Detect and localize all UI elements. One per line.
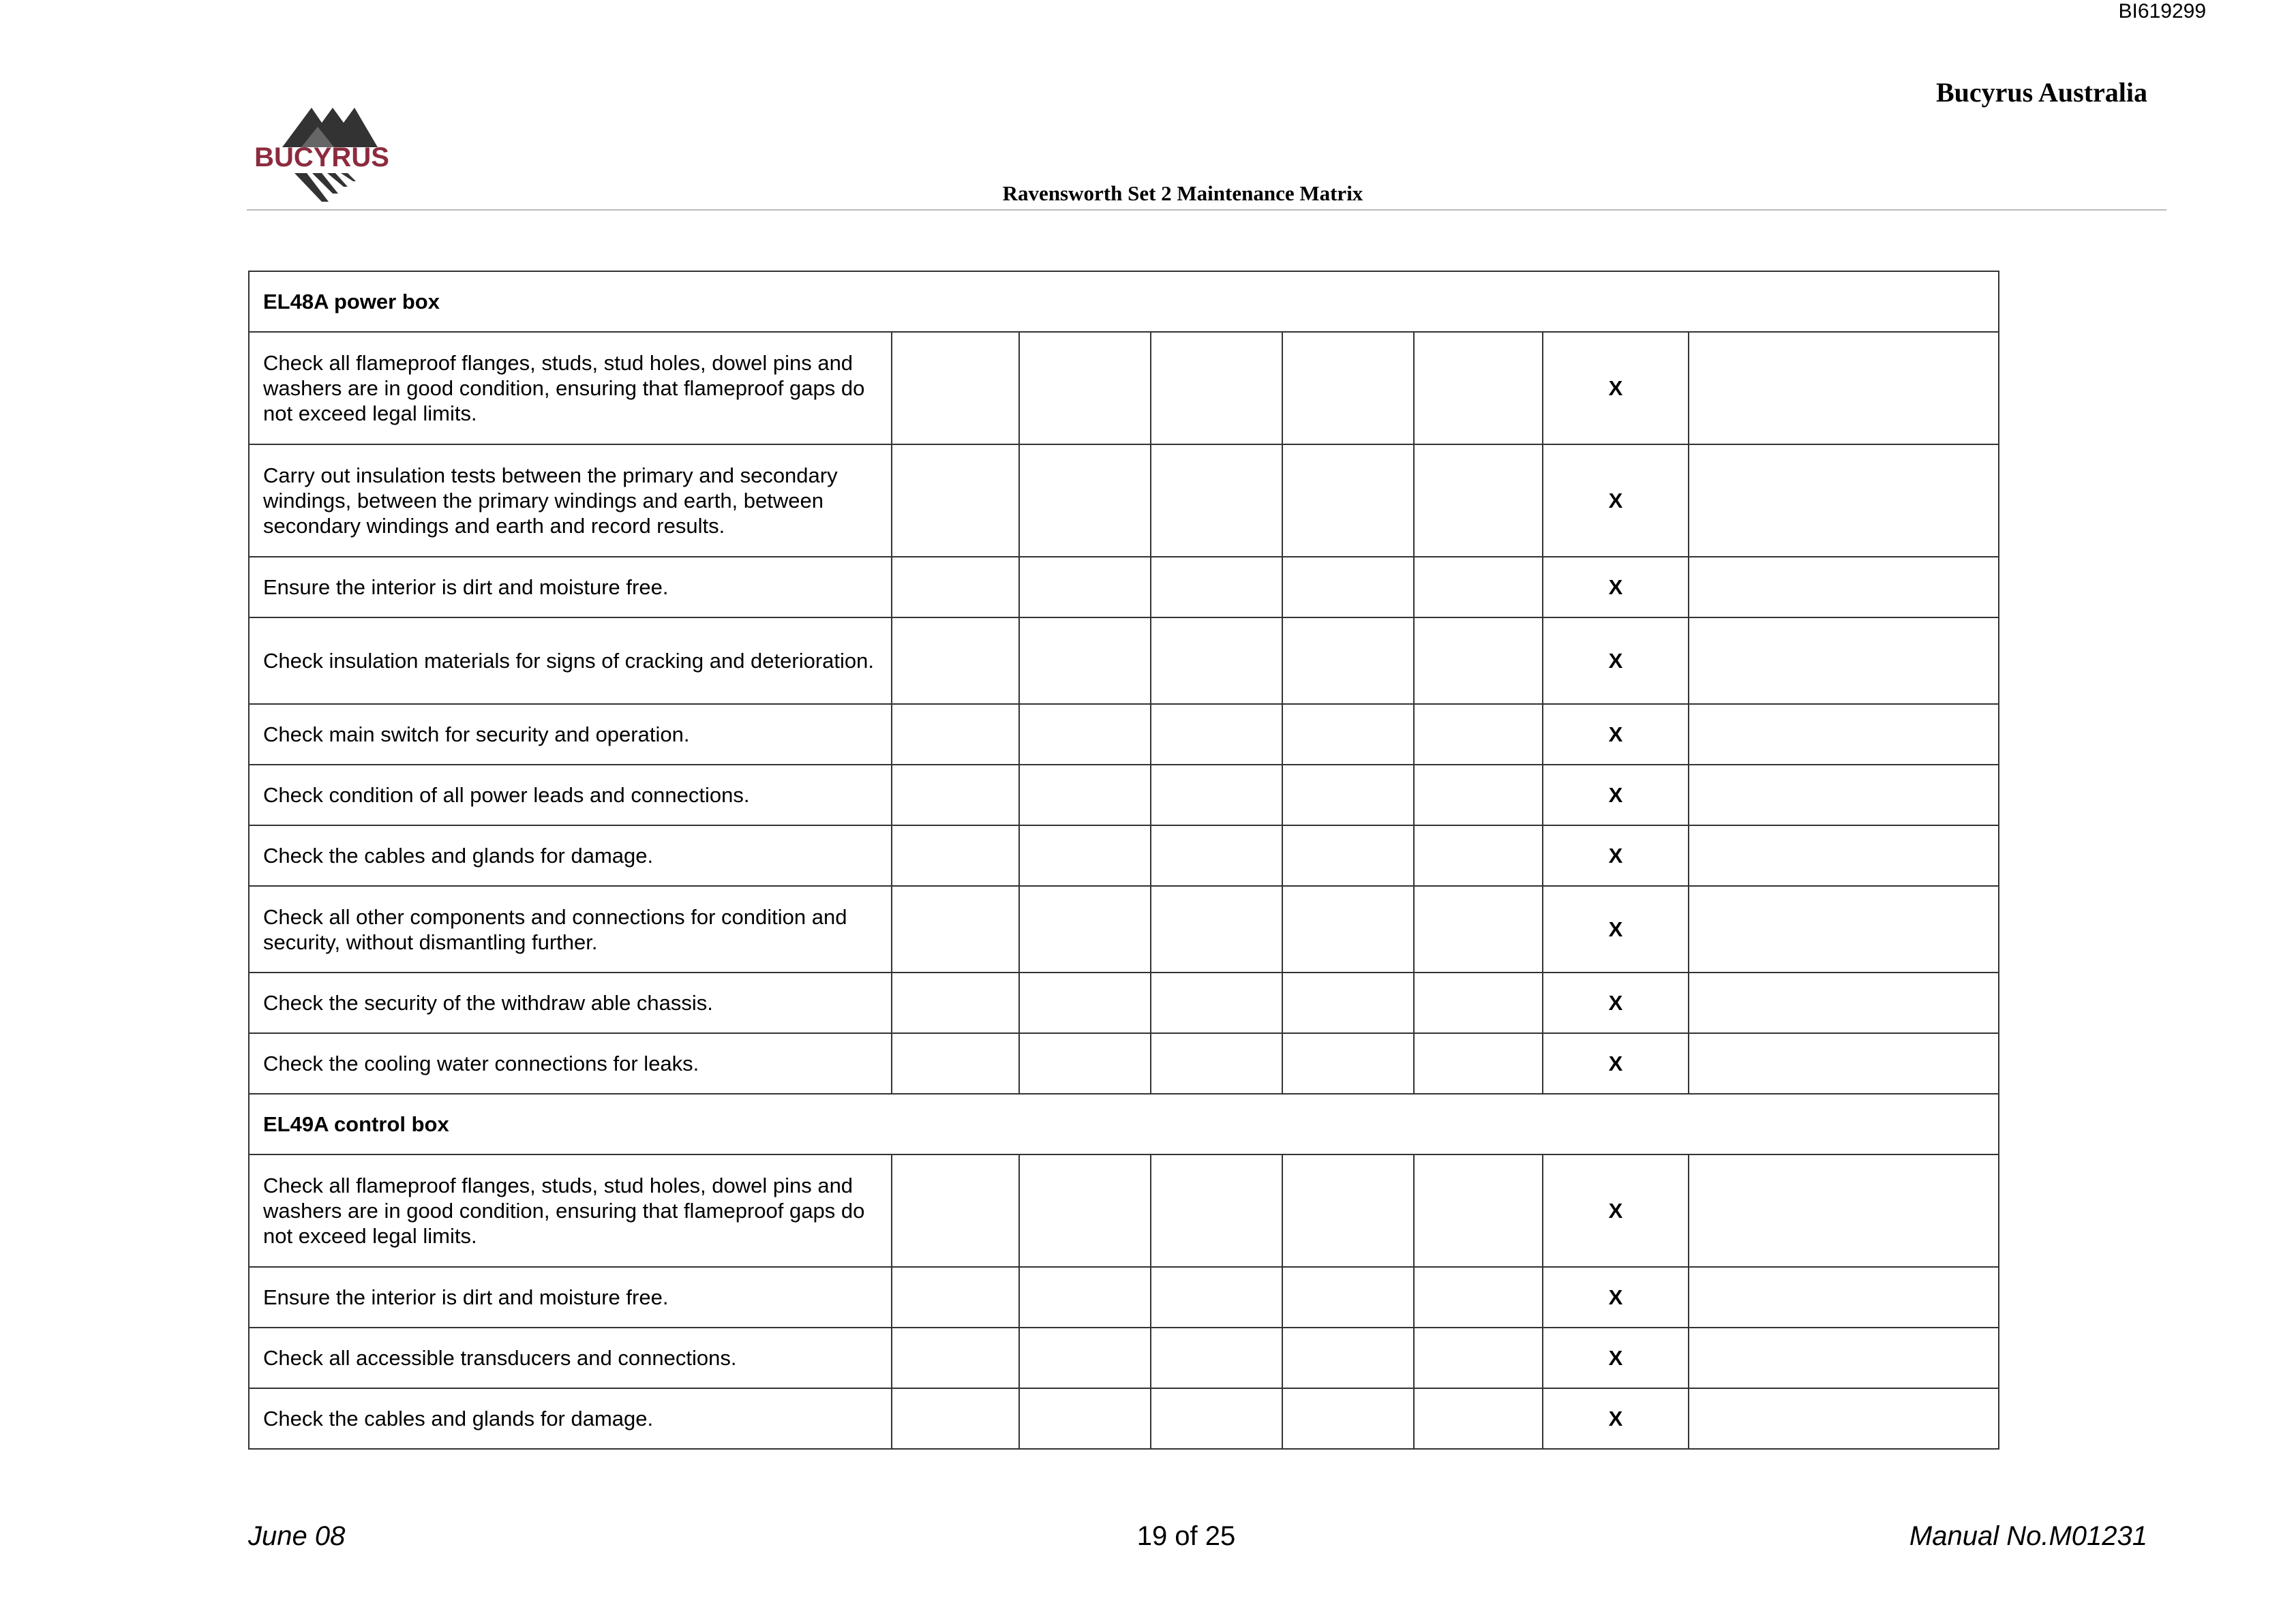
interval-cell-empty xyxy=(1282,1154,1414,1267)
section-header-row xyxy=(249,271,1999,332)
task-description: Check the security of the withdraw able chassis. xyxy=(249,973,892,1033)
interval-cell-empty xyxy=(1151,886,1282,973)
interval-cell-empty xyxy=(1282,444,1414,557)
interval-cell-empty xyxy=(1689,825,1999,886)
interval-cell-empty xyxy=(892,825,1019,886)
document-id: BI619299 xyxy=(2118,0,2206,22)
interval-mark: X xyxy=(1543,1154,1689,1267)
interval-cell-empty xyxy=(892,1328,1019,1388)
table-row xyxy=(249,704,1999,765)
interval-cell-empty xyxy=(1151,617,1282,704)
interval-cell-empty xyxy=(1151,825,1282,886)
interval-cell-empty xyxy=(1414,704,1543,765)
interval-cell-empty xyxy=(1282,1033,1414,1094)
interval-cell-empty xyxy=(1019,617,1151,704)
interval-cell-empty xyxy=(892,444,1019,557)
interval-cell-empty xyxy=(892,973,1019,1033)
interval-cell-empty xyxy=(1414,332,1543,444)
interval-cell-empty xyxy=(1282,557,1414,617)
interval-cell-empty xyxy=(1689,557,1999,617)
table-row xyxy=(249,1033,1999,1094)
interval-cell-empty xyxy=(1282,765,1414,825)
interval-cell-empty xyxy=(892,765,1019,825)
interval-cell-empty xyxy=(1019,704,1151,765)
interval-mark: X xyxy=(1543,332,1689,444)
interval-cell-empty xyxy=(1689,1154,1999,1267)
interval-cell-empty xyxy=(892,557,1019,617)
interval-cell-empty xyxy=(1151,973,1282,1033)
interval-cell-empty xyxy=(1019,1033,1151,1094)
section-title: EL49A control box xyxy=(249,1094,1999,1154)
interval-cell-empty xyxy=(1689,444,1999,557)
task-description: Ensure the interior is dirt and moisture free. xyxy=(249,557,892,617)
interval-cell-empty xyxy=(1414,1328,1543,1388)
interval-mark: X xyxy=(1543,557,1689,617)
interval-mark: X xyxy=(1543,765,1689,825)
table-row xyxy=(249,973,1999,1033)
interval-cell-empty xyxy=(1151,1033,1282,1094)
interval-cell-empty xyxy=(1151,704,1282,765)
section-title: EL48A power box xyxy=(249,271,1999,332)
interval-cell-empty xyxy=(1414,1154,1543,1267)
interval-cell-empty xyxy=(892,1154,1019,1267)
task-description: Check condition of all power leads and connections. xyxy=(249,765,892,825)
interval-cell-empty xyxy=(1689,1388,1999,1449)
interval-cell-empty xyxy=(1282,886,1414,973)
interval-cell-empty xyxy=(892,704,1019,765)
interval-cell-empty xyxy=(1282,825,1414,886)
table-row xyxy=(249,825,1999,886)
interval-cell-empty xyxy=(1151,557,1282,617)
interval-cell-empty xyxy=(1689,704,1999,765)
interval-cell-empty xyxy=(1689,1033,1999,1094)
interval-cell-empty xyxy=(892,617,1019,704)
document-title: Ravensworth Set 2 Maintenance Matrix xyxy=(1002,181,1363,205)
interval-mark: X xyxy=(1543,704,1689,765)
interval-cell-empty xyxy=(1282,332,1414,444)
table-row xyxy=(249,1267,1999,1328)
interval-cell-empty xyxy=(892,886,1019,973)
interval-cell-empty xyxy=(1019,1154,1151,1267)
table-row xyxy=(249,1328,1999,1388)
interval-cell-empty xyxy=(1019,973,1151,1033)
interval-cell-empty xyxy=(1019,332,1151,444)
interval-cell-empty xyxy=(1689,1328,1999,1388)
table-row xyxy=(249,886,1999,973)
interval-cell-empty xyxy=(1414,825,1543,886)
interval-cell-empty xyxy=(1151,444,1282,557)
interval-cell-empty xyxy=(1414,765,1543,825)
task-description: Check the cables and glands for damage. xyxy=(249,825,892,886)
interval-cell-empty xyxy=(1019,1388,1151,1449)
interval-cell-empty xyxy=(1689,886,1999,973)
interval-cell-empty xyxy=(1414,973,1543,1033)
interval-cell-empty xyxy=(1019,557,1151,617)
interval-cell-empty xyxy=(1689,1267,1999,1328)
interval-cell-empty xyxy=(1151,765,1282,825)
task-description: Check the cables and glands for damage. xyxy=(249,1388,892,1449)
footer-manual-number: Manual No.M01231 xyxy=(1909,1521,2147,1551)
interval-cell-empty xyxy=(1151,1154,1282,1267)
interval-mark: X xyxy=(1543,617,1689,704)
interval-cell-empty xyxy=(1414,1033,1543,1094)
interval-cell-empty xyxy=(1019,444,1151,557)
task-description: Carry out insulation tests between the primary and secondary windings, between the primary windings and earth, between secondary windings and earth and record results. xyxy=(249,444,892,557)
interval-cell-empty xyxy=(1019,1328,1151,1388)
interval-cell-empty xyxy=(1282,973,1414,1033)
task-description: Check all other components and connections for condition and security, without dismantling further. xyxy=(249,886,892,973)
footer-date: June 08 xyxy=(248,1521,346,1551)
table-row xyxy=(249,444,1999,557)
table-row xyxy=(249,617,1999,704)
table-row xyxy=(249,1388,1999,1449)
task-description: Check main switch for security and operation. xyxy=(249,704,892,765)
interval-cell-empty xyxy=(1414,444,1543,557)
interval-cell-empty xyxy=(1282,704,1414,765)
interval-cell-empty xyxy=(1282,1388,1414,1449)
interval-cell-empty xyxy=(1151,1267,1282,1328)
interval-cell-empty xyxy=(1689,617,1999,704)
interval-cell-empty xyxy=(1019,765,1151,825)
interval-cell-empty xyxy=(892,332,1019,444)
footer-page-number: 19 of 25 xyxy=(1136,1521,1236,1551)
task-description: Check the cooling water connections for leaks. xyxy=(249,1033,892,1094)
header-divider xyxy=(247,209,2166,211)
interval-mark: X xyxy=(1543,1328,1689,1388)
interval-cell-empty xyxy=(1689,332,1999,444)
interval-cell-empty xyxy=(1414,1267,1543,1328)
interval-mark: X xyxy=(1543,886,1689,973)
section-header-row xyxy=(249,1094,1999,1154)
task-description: Ensure the interior is dirt and moisture free. xyxy=(249,1267,892,1328)
interval-mark: X xyxy=(1543,444,1689,557)
interval-cell-empty xyxy=(1151,332,1282,444)
interval-cell-empty xyxy=(1414,1388,1543,1449)
interval-cell-empty xyxy=(1151,1388,1282,1449)
interval-mark: X xyxy=(1543,1388,1689,1449)
table-row xyxy=(249,557,1999,617)
interval-mark: X xyxy=(1543,825,1689,886)
table-row xyxy=(249,332,1999,444)
task-description: Check insulation materials for signs of cracking and deterioration. xyxy=(249,617,892,704)
interval-cell-empty xyxy=(1414,557,1543,617)
interval-cell-empty xyxy=(1019,825,1151,886)
interval-cell-empty xyxy=(892,1388,1019,1449)
svg-text:BUCYRUS: BUCYRUS xyxy=(254,142,389,172)
task-description: Check all flameproof flanges, studs, stud holes, dowel pins and washers are in good condition, ensuring that flameproof gaps do not exceed legal limits. xyxy=(249,1154,892,1267)
table-row xyxy=(249,765,1999,825)
company-name: Bucyrus Australia xyxy=(1935,77,2147,108)
interval-cell-empty xyxy=(1282,1267,1414,1328)
interval-cell-empty xyxy=(892,1267,1019,1328)
interval-cell-empty xyxy=(1689,973,1999,1033)
interval-cell-empty xyxy=(1689,765,1999,825)
interval-mark: X xyxy=(1543,1267,1689,1328)
interval-cell-empty xyxy=(1151,1328,1282,1388)
table-row xyxy=(249,1154,1999,1267)
interval-cell-empty xyxy=(1282,617,1414,704)
interval-cell-empty xyxy=(1019,1267,1151,1328)
interval-mark: X xyxy=(1543,973,1689,1033)
interval-cell-empty xyxy=(1282,1328,1414,1388)
task-description: Check all accessible transducers and connections. xyxy=(249,1328,892,1388)
task-description: Check all flameproof flanges, studs, stud holes, dowel pins and washers are in good condition, ensuring that flameproof gaps do not exceed legal limits. xyxy=(249,332,892,444)
interval-cell-empty xyxy=(892,1033,1019,1094)
interval-cell-empty xyxy=(1019,886,1151,973)
interval-cell-empty xyxy=(1414,617,1543,704)
interval-cell-empty xyxy=(1414,886,1543,973)
maintenance-matrix-table xyxy=(248,271,1999,1450)
interval-mark: X xyxy=(1543,1033,1689,1094)
